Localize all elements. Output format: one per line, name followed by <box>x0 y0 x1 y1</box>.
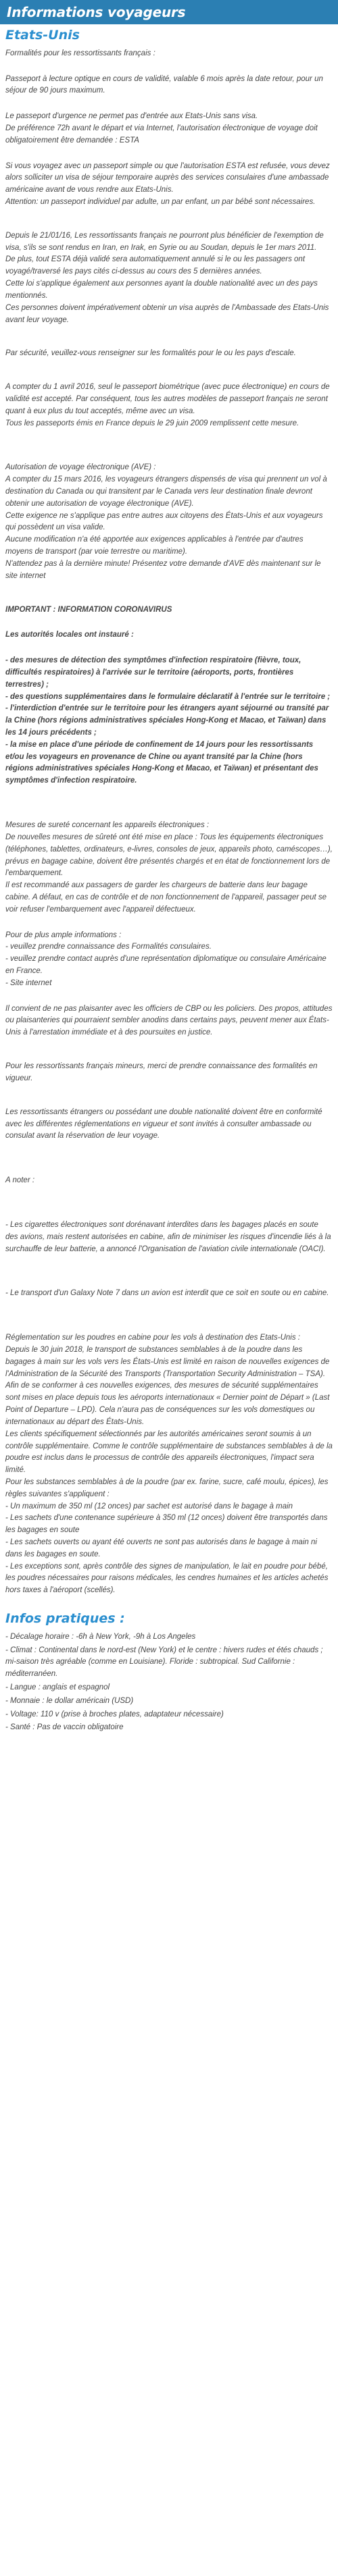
coronavirus-measures: - des mesures de détection des symptômes d'infection respiratoire (fièvre, toux, difficultés respiratoires) à l'arrivée sur le territoire (aéroports, ports, frontières terrestres) ; - des questions supplémentaires dans le formulaire déclaratif à l'entrée sur le territoire ; - l'interdiction d'entrée sur le territoire pour les étrangers ayant séjourné ou transité par la Chine (hors régions administratives spéciales Hong-Kong et Macao, et Taïwan) dans les 14 jours précédents ; - la mise en place d'une période de confinement de 14 jours pour les ressortissants et/ou les voyageurs en provenance de Chine ou ayant transité par la Chine (hors régions administratives spéciales Hong-Kong et Macao, et Taïwan) et présentant des symptômes d'infection respiratoire. <box>5 656 331 785</box>
behaviour-warning: Il convient de ne pas plaisanter avec les officiers de CBP ou les policiers. Des propos, attitudes ou plaisanteries qui pourraient sembler anodins dans certains pays, peuvent mener aux États-Unis à l'arrestation immédiate et à des poursuites en justice. <box>5 1004 333 1037</box>
coronavirus-heading: IMPORTANT : INFORMATION CORONAVIRUS <box>5 605 172 614</box>
page-title: Informations voyageurs <box>7 4 186 20</box>
esta-requirement: Le passeport d'urgence ne permet pas d'entrée aux Etats-Unis sans visa. De préférence 72h avant le départ et via Internet, l'autorisation électronique de voyage doit obligatoirement être demandée : ESTA <box>5 112 318 144</box>
electronics-security: Mesures de sureté concernant les appareils électroniques : De nouvelles mesures de sûreté ont été mise en place : Tous les équipements électroniques (téléphones, tablettes, ordinateurs, e-livres, consoles de jeux, appareils photo, caméscopes…), prévus en bagage cabine, doivent être présentés chargés et en état de fonctionnement lors de l'embarquement. Il est recommandé aux passagers de garder les chargeurs de batterie dans leur bagage cabine. A défaut, en cas de contrôle et de non fonctionnement de l'appareil, passager peut se voir refuser l'embarquement avec l'appareil défectueux. <box>5 821 333 914</box>
country-title: Etats-Unis <box>5 28 80 43</box>
list-item-currency: - Monnaie : le dollar américain (USD) <box>5 1696 134 1705</box>
passport-requirement: Passeport à lecture optique en cours de validité, valable 6 mois après la date retour, pour un séjour de 90 jours maximum. <box>5 74 323 95</box>
list-item-voltage: - Voltage: 110 v (prise à broches plates, adaptateur nécessaire) <box>5 1710 224 1718</box>
list-item-climate: - Climat : Continental dans le nord-est (New York) et le centre : hivers rudes et étés chauds ; mi-saison très agréable (comme en Louisiane). Floride : subtropical. Sud Californie : méditerranéen. <box>5 1646 323 1679</box>
visa-waiver-restriction: Depuis le 21/01/16, Les ressortissants français ne pourront plus bénéficier de l'exemption de visa, s'ils se sont rendus en Iran, en Irak, en Syrie ou au Soudan, depuis le 1er mars 2011. De plus, tout ESTA déjà validé sera automatiquement annulé si le ou les passagers ont voyagé/traversé les pays cités ci-dessus au cours des 5 dernières années. Cette loi s'applique également aux personnes ayant la double nationalité avec un des pays mentionnés. Ces personnes doivent impérativement obtenir un visa auprès de l'Ambassade des Etats-Unis avant leur voyage. <box>5 231 329 324</box>
practical-info-title: Infos pratiques : <box>5 1611 125 1627</box>
coronavirus-intro: Les autorités locales ont instauré : <box>5 631 134 639</box>
practical-info-list <box>5 1631 333 1735</box>
dual-nationality: Les ressortissants étrangers ou possédant une double nationalité doivent être en conformité avec les différentes réglementations en vigueur et sont invités à consulter ambassade ou consulat avant la réservation de leur voyage. <box>5 1107 322 1140</box>
note-heading: A noter : <box>5 1176 35 1185</box>
formalities-intro: Formalités pour les ressortissants français : <box>5 49 155 57</box>
visa-alternative: Si vous voyagez avec un passeport simple ou que l'autorisation ESTA est refusée, vous devez alors solliciter un visa de séjour temporaire auprès des services consulaires d'une ambassade américaine avant de vous rendre aux Etats-Unis. Attention: un passeport individuel par adulte, un par enfant, un par bébé sont nécessaires. <box>5 161 330 206</box>
eta-canada: Autorisation de voyage électronique (AVE) : A compter du 15 mars 2016, les voyageurs étrangers dispensés de visa qui prennent un vol à destination du Canada ou qui transitent par le Canada vers leur destination finale devront obtenir une autorisation de voyage électronique (AVE). Cette exigence ne s'applique pas entre autres aux citoyens des États-Unis et aux voyageurs qui possèdent un visa valide. Aucune modification n'a été apportée aux exigences applicables à l'entrée par d'autres moyens de transport (par voie terrestre ou maritime). N'attendez pas à la dernière minute! Présentez votre demande d'AVE dès maintenant sur le site internet <box>5 463 327 580</box>
galaxy-note-rule: - Le transport d'un Galaxy Note 7 dans un avion est interdit que ce soit en soute ou en cabine. <box>5 1289 329 1298</box>
list-item-health: - Santé : Pas de vaccin obligatoire <box>5 1723 124 1732</box>
usa-info <box>5 48 333 1597</box>
stopover-advice: Par sécurité, veuillez-vous renseigner sur les formalités pour le ou les pays d'escale. <box>5 349 296 358</box>
page-header <box>0 0 338 24</box>
biometric-passport: A compter du 1 avril 2016, seul le passeport biométrique (avec puce électronique) en cours de validité est accepté. Par conséquent, tous les autres modèles de passeport français ne seront quant à eux plus du tout acceptés, même avec un visa. Tous les passeports émis en France depuis le 29 juin 2009 remplissent cette mesure. <box>5 383 330 427</box>
list-item-timezone: - Décalage horaire : -6h à New York, -9h à Los Angeles <box>5 1632 196 1641</box>
list-item-language: - Langue : anglais et espagnol <box>5 1683 110 1691</box>
e-cigarette-rule: - Les cigarettes électroniques sont dorénavant interdites dans les bagages placés en soute des avions, mais restent autorisées en cabine, afin de minimiser les risques d'incendie liés à la surchauffe de leur batterie, a annoncé l'Organisation de l'aviation civile internationale (OACI). <box>5 1220 331 1253</box>
more-information: Pour de plus ample informations : - veuillez prendre connaissance des Formalités consulaires. - veuillez prendre contact auprès d'une représentation diplomatique ou consulaire Américaine en France. - Site internet <box>5 930 327 987</box>
powder-regulation: Réglementation sur les poudres en cabine pour les vols à destination des Etats-Unis : Depuis le 30 juin 2018, le transport de substances semblables à de la poudre dans les bagages à main sur les vols vers les États-Unis est limité en raison de nouvelles exigences de l'Administration de la Sécurité des Transports (Transportation Security Administration – TSA). Afin de se conformer à ces nouvelles exigences, des mesures de sécurité supplémentaires sont mises en place depuis tous les aéroports internationaux « Dernier point de Départ » (Last Point of Departure – LPD). Cela n'aura pas de conséquences sur les vols domestiques ou internationaux au départ des États-Unis. Les clients spécifiquement sélectionnés par les autorités américaines seront soumis à un contrôle supplémentaire. Comme le contrôle supplémentaire de substances semblables à de la poudre est inclus dans le processus de contrôle des appareils électroniques, l'impact sera limité. Pour les substances semblables à de la poudre (par ex. farine, sucre, café moulu, épices), les règles suivantes s'appliquent : - Un maximum de 350 ml (12 onces) par sachet est autorisé dans le bagage à main - Les sachets d'une contenance supérieure à 350 ml (12 onces) doivent être transportés dans les bagages en soute - Les sachets ouverts ou ayant été ouverts ne sont pas autorisés dans le bagage à main ni dans les bagages en soute. - Les exceptions sont, après contrôle des signes de manipulation, le lait en poudre pour bébé, les poudres nécessaires pour raisons médicales, les cendres humaines et les articles achetés hors taxes à l'aéroport (scellés). <box>5 1334 333 1595</box>
minors-formalities: Pour les ressortissants français mineurs, merci de prendre connaissance des formalités en vigueur. <box>5 1062 318 1082</box>
main-content <box>0 24 338 1741</box>
